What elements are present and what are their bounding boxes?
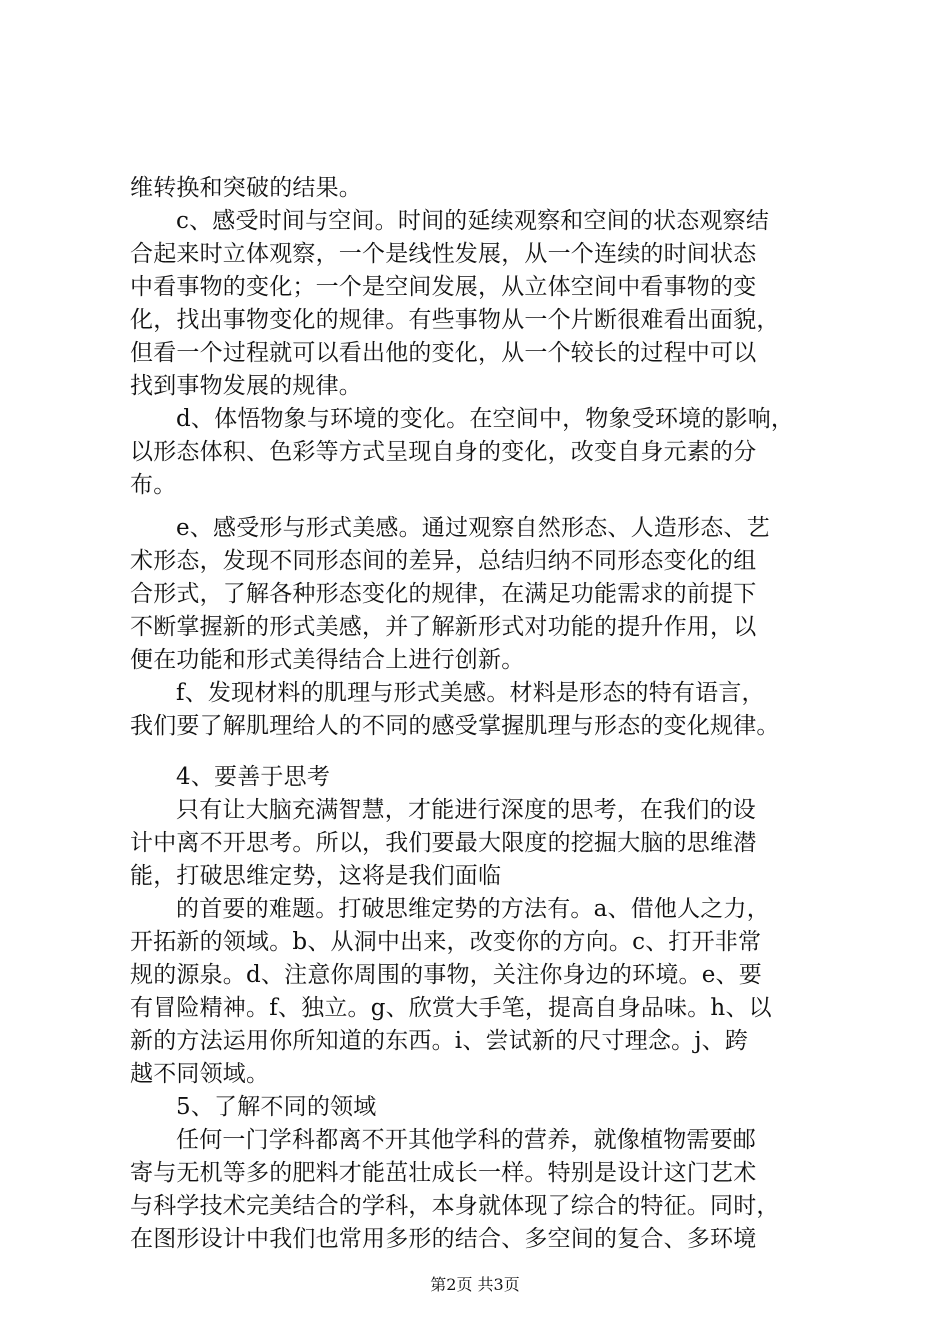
text-line: 我们要了解肌理给人的不同的感受掌握肌理与形态的变化规律。 (130, 713, 780, 739)
text-line: 便在功能和形式美得结合上进行创新。 (130, 647, 525, 673)
text-line: 与科学技术完美结合的学科，本身就体现了综合的特征。同时， (130, 1193, 780, 1219)
paragraph-f-line-1: f、发现材料的肌理与形式美感。材料是形态的特有语言， (176, 680, 765, 706)
text-line: 找到事物发展的规律。 (130, 373, 362, 399)
paragraph-c-line-1: c、感受时间与空间。时间的延续观察和空间的状态观察结 (176, 208, 770, 234)
text-line: 新的方法运用你所知道的东西。i、尝试新的尺寸理念。j、跨 (130, 1028, 749, 1054)
page-number-footer: 第2页 共3页 (430, 1275, 520, 1294)
paragraph-think-line-1: 只有让大脑充满智慧，才能进行深度的思考，在我们的设 (176, 797, 756, 823)
text-line: 不断掌握新的形式美感，并了解新形式对功能的提升作用，以 (130, 614, 757, 640)
section-heading-5: 5、了解不同的领域 (176, 1094, 377, 1120)
text-line: 中看事物的变化；一个是空间发展，从立体空间中看事物的变 (130, 274, 757, 300)
document-body (130, 172, 850, 1256)
text-line: 寄与无机等多的肥料才能茁壮成长一样。特别是设计这门艺术 (130, 1160, 757, 1186)
text-line: 布。 (130, 472, 177, 498)
paragraph-d-line-1: d、体悟物象与环境的变化。在空间中，物象受环境的影响， (176, 406, 795, 432)
text-line: 以形态体积、色彩等方式呈现自身的变化，改变自身元素的分 (130, 439, 757, 465)
text-line: 规的源泉。d、注意你周围的事物，关注你身边的环境。e、要 (130, 962, 762, 988)
text-line: 能，打破思维定势，这将是我们面临 (130, 863, 502, 889)
text-line: 计中离不开思考。所以，我们要最大限度的挖掘大脑的思维潜 (130, 830, 757, 856)
text-line: 开拓新的领域。b、从洞中出来，改变你的方向。c、打开非常 (130, 929, 762, 955)
text-line: 但看一个过程就可以看出他的变化，从一个较长的过程中可以 (130, 340, 757, 366)
paragraph-fields-line-1: 任何一门学科都离不开其他学科的营养，就像植物需要邮 (176, 1127, 756, 1153)
text-line: 合形式，了解各种形态变化的规律，在满足功能需求的前提下 (130, 581, 757, 607)
text-line: 合起来时立体观察，一个是线性发展，从一个连续的时间状态 (130, 241, 757, 267)
paragraph-methods-line-1: 的首要的难题。打破思维定势的方法有。a、借他人之力， (176, 896, 770, 922)
paragraph-e-line-1: e、感受形与形式美感。通过观察自然形态、人造形态、艺 (176, 515, 770, 541)
text-line: 术形态，发现不同形态间的差异，总结归纳不同形态变化的组 (130, 548, 757, 574)
section-heading-4: 4、要善于思考 (176, 764, 331, 790)
text-line: 维转换和突破的结果。 (130, 175, 362, 201)
text-line: 越不同领域。 (130, 1061, 270, 1087)
text-line: 有冒险精神。f、独立。g、欣赏大手笔，提高自身品味。h、以 (130, 995, 772, 1021)
text-line: 化，找出事物变化的规律。有些事物从一个片断很难看出面貌， (130, 307, 780, 333)
text-line: 在图形设计中我们也常用多形的结合、多空间的复合、多环境 (130, 1226, 757, 1252)
